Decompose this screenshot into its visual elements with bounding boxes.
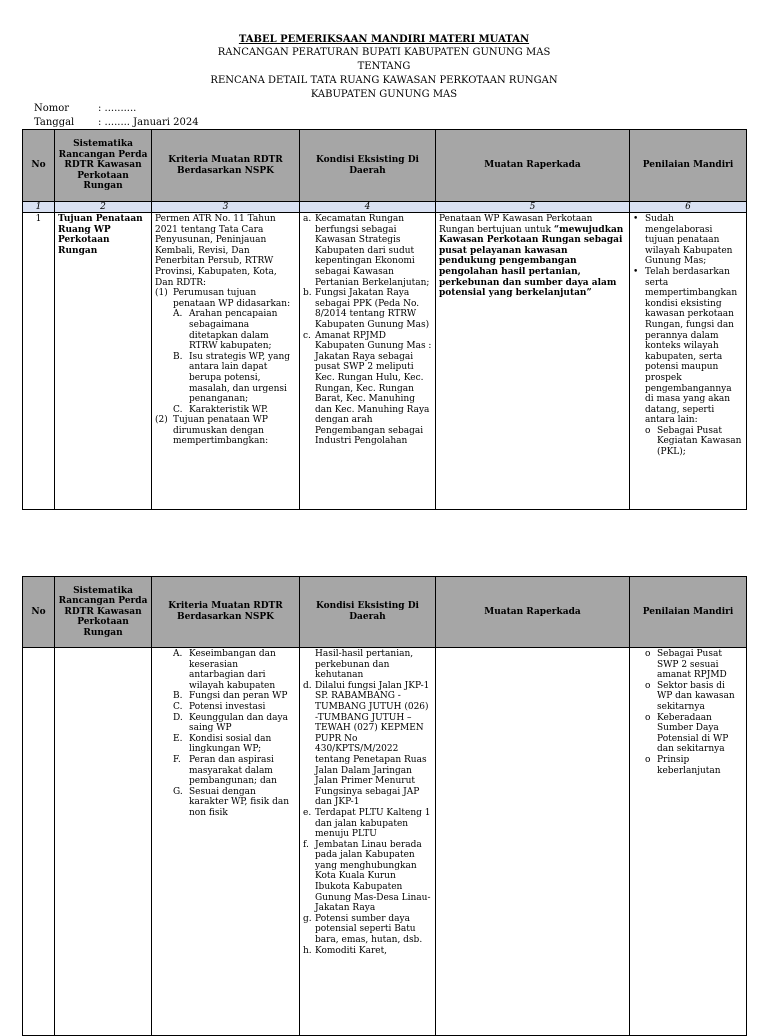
list-item: • Telah berdasarkan serta mempertimbangkan kondisi eksisting kawasan perkotaan Rungan, fungsi dan perannya dalam konteks wilayah kabupaten, serta potensi maupun prospek pengembangannya di masa yang akan datang, seperti antara lain: — [633, 266, 738, 426]
list-item: D. Keunggulan dan daya saing WP — [173, 712, 288, 734]
table-header-row — [23, 130, 747, 202]
nomor-label: Nomor — [34, 103, 70, 114]
document-rdtr-title: RENCANA DETAIL TATA RUANG KAWASAN PERKOTAAN RUNGAN — [210, 75, 558, 86]
muatan-cell — [436, 213, 630, 510]
list-item: o Prinsip keberlanjutan — [645, 754, 721, 776]
list-item: o Keberadaan Sumber Daya Potensial di WP dan sekitarnya — [645, 712, 729, 755]
kriteria-cell — [152, 213, 300, 510]
list-item: o Sektor basis di WP dan kawasan sekitarnya — [645, 680, 735, 712]
list-item: b. Fungsi Jakatan Raya sebagai PPK (Peda No. 8/2014 tentang RTRW Kabupaten Gunung Mas) — [303, 288, 430, 330]
list-item: • Sudah mengelaborasi tujuan penataan wilayah Kabupaten Gunung Mas; — [633, 214, 733, 267]
sistematika-cell: Tujuan Penataan Ruang WP Perkotaan Rungan — [55, 213, 152, 510]
column-number-row — [23, 202, 747, 213]
kriteria-intro: Permen ATR No. 11 Tahun 2021 tentang Tata Cara Penyusunan, Peninjauan Kembali, Revisi, Dan Penerbitan Persub, RTRW Provinsi, Kabupaten, Kota, Dan RDTR: — [155, 214, 277, 288]
nomor-value: : .......... — [98, 103, 137, 114]
tanggal-row — [34, 116, 199, 129]
col-header-muatan: Muatan Raperkada — [436, 577, 630, 648]
muatan-cell-empty — [436, 648, 630, 1036]
col-header-kondisi: Kondisi Eksisting Di Daerah — [300, 130, 436, 202]
row-number: 1 — [23, 213, 55, 510]
penilaian-cell — [630, 213, 747, 510]
col-header-sistematika: Sistematika Rancangan Perda RDTR Kawasan Perkotaan Rungan — [55, 577, 152, 648]
sistematika-cell-empty — [55, 648, 152, 1036]
list-item: C. Potensi investasi — [173, 701, 266, 712]
list-item: B. Fungsi dan peran WP — [173, 691, 288, 702]
col-number: 6 — [630, 202, 747, 213]
tanggal-label: Tanggal — [34, 117, 75, 128]
col-header-kondisi: Kondisi Eksisting Di Daerah — [300, 577, 436, 648]
assessment-table-page-2 — [22, 576, 747, 1036]
list-item: f. Jembatan Linau berada pada jalan Kabupaten yang menghubungkan Kota Kuala Kurun Ibukota Kabupaten Gunung Mas-Desa Linau-Jakatan Raya — [303, 839, 431, 914]
col-number: 5 — [436, 202, 630, 213]
col-header-kriteria: Kriteria Muatan RDTR Berdasarkan NSPK — [152, 130, 300, 202]
table-row — [23, 213, 747, 510]
col-number: 4 — [300, 202, 436, 213]
penilaian-cell — [630, 648, 747, 1036]
col-header-no: No — [23, 130, 55, 202]
table-header-row — [23, 577, 747, 648]
col-header-no: No — [23, 577, 55, 648]
list-item: g. Potensi sumber daya potensial seperti Batu bara, emas, hutan, dsb. — [303, 913, 423, 946]
tanggal-value: : ........ Januari 2024 — [98, 117, 199, 128]
col-number: 2 — [55, 202, 152, 213]
assessment-table-page-1 — [22, 129, 747, 510]
list-item: (2) Tujuan penataan WP dirumuskan dengan mempertimbangkan: — [155, 415, 269, 447]
document-tentang: TENTANG — [357, 61, 411, 72]
list-item: c. Amanat RPJMD Kabupaten Gunung Mas : Jakatan Raya sebagai pusat SWP 2 meliputi Kec. Rungan Hulu, Kec. Rungan, Kec. Rungan Barat, Kec. Manuhing dan Kec. Manuhing Raya dengan arah Pengembangan sebagai Industri Pengolahan — [303, 330, 432, 447]
list-item: e. Terdapat PLTU Kalteng 1 dan jalan kabupaten menuju PLTU — [303, 807, 431, 840]
col-header-kriteria: Kriteria Muatan RDTR Berdasarkan NSPK — [152, 577, 300, 648]
list-item: E. Kondisi sosial dan lingkungan WP; — [173, 733, 272, 755]
document-region: KABUPATEN GUNUNG MAS — [310, 89, 458, 100]
row-number-empty — [23, 648, 55, 1036]
col-header-sistematika: Sistematika Rancangan Perda RDTR Kawasan Perkotaan Rungan — [55, 130, 152, 202]
kondisi-cell — [300, 648, 436, 1036]
col-number: 3 — [152, 202, 300, 213]
col-header-penilaian: Penilaian Mandiri — [630, 130, 747, 202]
kondisi-continued: Hasil-hasil pertanian, perkebunan dan kehutanan — [315, 649, 414, 681]
kondisi-cell — [300, 213, 436, 510]
muatan-goal: “mewujudkan Kawasan Perkotaan Rungan sebagai pusat pelayanan kawasan pendukung pengembangan pengolahan hasil pertanian, perkebunan dan sumber daya alam potensial yang berkelanjutan” — [439, 224, 624, 299]
table-row — [23, 648, 747, 1036]
list-item: a. Kecamatan Rungan berfungsi sebagai Kawasan Strategis Kabupaten dari sudut kepentingan Ekonomi sebagai Kawasan Pertanian Berkelanjutan; — [303, 214, 430, 288]
muatan-text: Penataan WP Kawasan Perkotaan Rungan bertujuan untuk — [439, 214, 593, 235]
list-item: C. Karakteristik WP. — [173, 404, 269, 415]
list-item: G. Sesuai dengan karakter WP, fisik dan non fisik — [173, 786, 289, 818]
document-subtitle: RANCANGAN PERATURAN BUPATI KABUPATEN GUNUNG MAS — [217, 47, 551, 58]
list-item: o Sebagai Pusat SWP 2 sesuai amanat RPJMD — [645, 649, 727, 681]
list-item: A. Arahan pencapaian sebagaimana ditetapkan dalam RTRW kabupaten; — [173, 309, 278, 352]
nomor-row — [34, 102, 136, 115]
document-title: TABEL PEMERIKSAAN MANDIRI MATERI MUATAN — [238, 34, 530, 45]
kriteria-cell — [152, 648, 300, 1036]
col-header-muatan: Muatan Raperkada — [436, 130, 630, 202]
col-header-penilaian: Penilaian Mandiri — [630, 577, 747, 648]
list-item: A. Keseimbangan dan keserasian antarbagian dari wilayah kabupaten — [173, 649, 276, 691]
list-item: o Sebagai Pusat Kegiatan Kawasan (PKL); — [645, 425, 742, 458]
list-item: F. Peran dan aspirasi masyarakat dalam pembangunan; dan — [173, 754, 277, 787]
list-item: (1) Perumusan tujuan penataan WP didasarkan: — [155, 288, 291, 309]
list-item: h. Komoditi Karet, — [303, 945, 388, 956]
list-item: d. Dilalui fungsi Jalan JKP-1 SP. RABAMBANG - TUMBANG JUTUH (026) -TUMBANG JUTUH – TEWAH (027) KEPMEN PUPR No 430/KPTS/M/2022 tentang Penetapan Ruas Jalan Dalam Jaringan Jalan Primer Menurut Fungsinya sebagai JAP dan JKP-1 — [303, 680, 430, 808]
col-number: 1 — [23, 202, 55, 213]
list-item: B. Isu strategis WP, yang antara lain dapat berupa potensi, masalah, dan urgensi penanganan; — [173, 351, 291, 405]
